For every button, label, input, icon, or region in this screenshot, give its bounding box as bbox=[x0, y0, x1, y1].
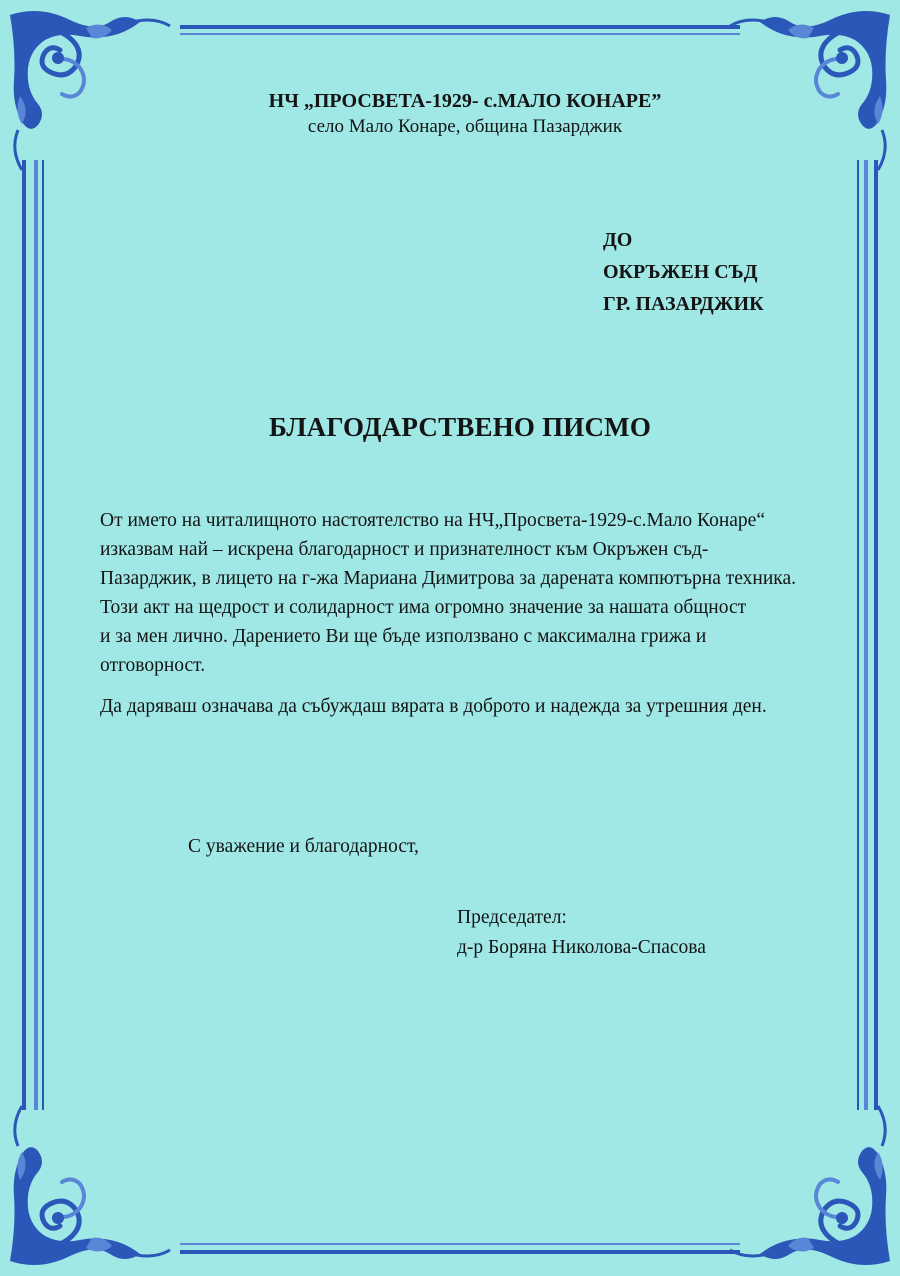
recipient-line-1: ДО bbox=[603, 229, 633, 251]
letterhead bbox=[0, 88, 900, 140]
body-line: Пазарджик, в лицето на г-жа Мариана Димитрова за дарената компютърна техника. bbox=[100, 568, 796, 589]
letter-title: БЛАГОДАРСТВЕНО ПИСМО bbox=[268, 412, 652, 442]
organization-name: НЧ „ПРОСВЕТА-1929- с.МАЛО КОНАРЕ” bbox=[268, 90, 662, 112]
recipient-line-2: ОКРЪЖЕН СЪД bbox=[603, 261, 758, 283]
closing-salutation: С уважение и благодарност, bbox=[188, 836, 419, 857]
body-line: и за мен лично. Дарението Ви ще бъде използвано с максимална грижа и bbox=[100, 626, 707, 647]
body-paragraph-2: Да даряваш означава да събуждаш вярата в доброто и надежда за утрешния ден. bbox=[100, 696, 767, 717]
recipient-block bbox=[603, 224, 764, 320]
body-line: Този акт на щедрост и солидарност има огромно значение за нашата общност bbox=[100, 597, 747, 618]
signatory-name: д-р Боряна Николова-Спасова bbox=[457, 937, 706, 958]
signature-block bbox=[457, 903, 706, 963]
body-line: изказвам най – искрена благодарност и признателност към Окръжен съд- bbox=[100, 539, 709, 560]
letter-body bbox=[100, 506, 880, 721]
paragraph-gap bbox=[100, 680, 880, 692]
organization-address: село Мало Конаре, община Пазарджик bbox=[307, 116, 623, 137]
corner-ornament-bottom-left bbox=[10, 1106, 170, 1265]
body-line: От името на читалищното настоятелство на НЧ„Просвета-1929-с.Мало Конаре“ bbox=[100, 510, 765, 531]
body-line: отговорност. bbox=[100, 655, 206, 676]
signatory-role: Председател: bbox=[457, 907, 567, 928]
recipient-line-3: ГР. ПАЗАРДЖИК bbox=[603, 293, 764, 315]
corner-ornament-bottom-right bbox=[730, 1106, 890, 1265]
